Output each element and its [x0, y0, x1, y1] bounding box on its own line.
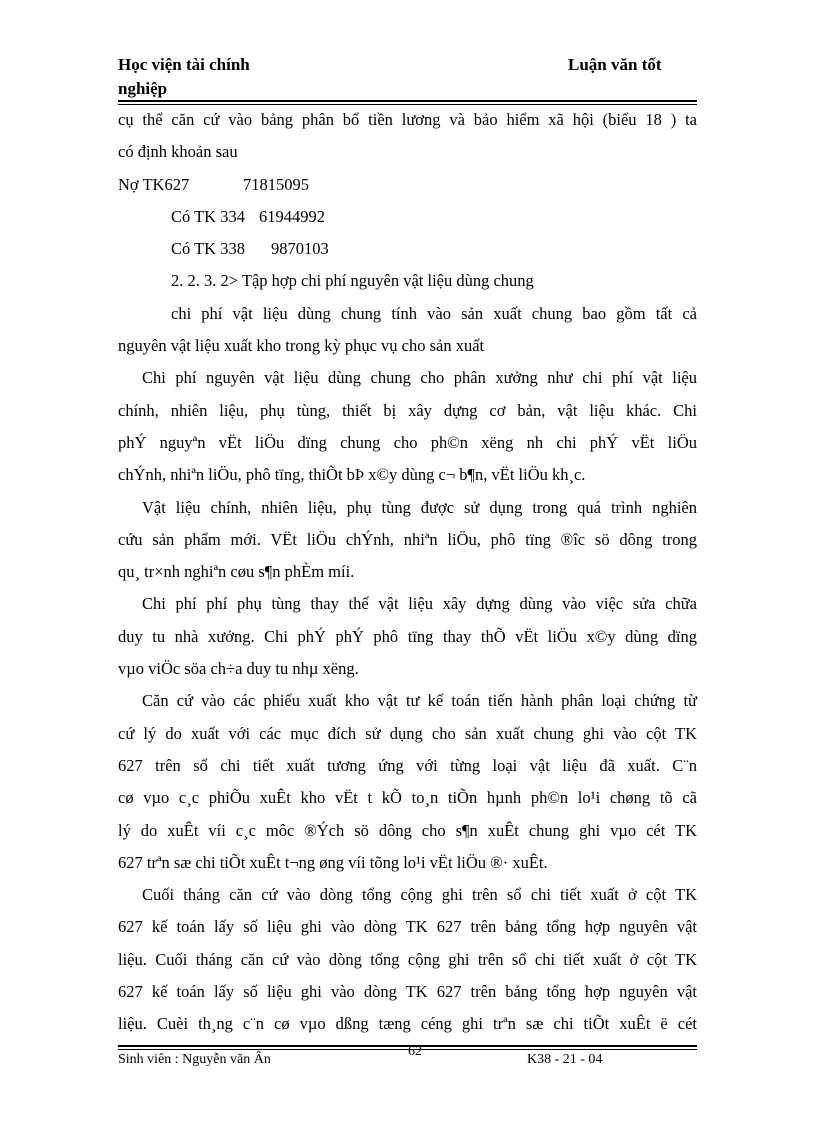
header-doc-type: Luận văn tốt — [568, 55, 662, 74]
text-line: liệu. Cuèi th¸ng c¨n cø vµo dßng tæng céng ghi trªn sæ chi tiÕt xuÊt ë cét — [118, 1014, 697, 1034]
journal-entry-credit — [118, 233, 697, 265]
text-line: 627 trªn sæ chi tiÕt xuÊt t¬ng øng víi tõng lo¹i vËt liÖu ®· xuÊt. — [118, 852, 548, 872]
header-institution: Học viện tài chính nghiệp — [118, 55, 250, 98]
text-line: duy tu nhà xưởng. Chi phÝ phÝ phô tïng thay thÕ vËt liÖu x©y dùng dïng — [118, 626, 697, 646]
text-line: lý do xuÊt víi c¸c môc ®Ých sö dông cho s¶n xuÊt chung ghi vµo cét TK — [118, 820, 697, 840]
text-line: chi phí vật liệu dùng chung tính vào sản xuất chung bao gồm tất cả — [171, 303, 697, 323]
text-line: Chi phí phí phụ tùng thay thế vật liệu xây dựng dùng vào việc sửa chữa — [142, 594, 697, 614]
text-line: Cuối tháng căn cứ vào dòng tổng cộng ghi trên sổ chi tiết xuất ở cột TK — [142, 885, 697, 905]
entry-label: Nợ TK627 — [118, 174, 190, 194]
text-line: nguyên vật liệu xuất kho trong kỳ phục vụ cho sản xuất — [118, 336, 485, 356]
entry-label: Có TK 334 — [171, 206, 245, 226]
text-line: chÝnh, nhiªn liÖu, phô tïng, thiÕt bÞ x©y dùng c¬ b¶n, vËt liÖu kh¸c. — [118, 465, 586, 485]
page-body — [118, 104, 697, 1041]
text-line: 627 kế toán lấy số liệu ghi vào dòng TK 627 trên bảng tổng hợp nguyên vật — [118, 917, 697, 937]
text-line: có định khoản sau — [118, 142, 238, 162]
header-rule — [118, 100, 697, 102]
text-line: 627 trên sổ chi tiết xuất tương ứng với từng loại vật liệu đã xuất. C¨n — [118, 755, 697, 775]
text-line: cø vµo c¸c phiÕu xuÊt kho vËt t kÕ to¸n tiÕn hµnh ph©n lo¹i chøng tõ cã — [118, 788, 697, 808]
entry-value: 71815095 — [243, 174, 309, 194]
page-number: 62 — [408, 1044, 422, 1059]
entry-value: 9870103 — [271, 239, 329, 259]
footer-class-code: K38 - 21 - 04 — [527, 1052, 603, 1067]
text-line: phÝ nguyªn vËt liÖu dïng chung cho ph©n xëng nh chi phÝ vËt liÖu — [118, 432, 697, 452]
entry-value: 61944992 — [259, 206, 325, 226]
entry-label: Có TK 338 — [171, 239, 245, 259]
text-line: Vật liệu chính, nhiên liệu, phụ tùng được sử dụng trong quá trình nghiên — [142, 497, 697, 517]
journal-entry-credit — [118, 201, 697, 233]
footer-student: Sinh viên : Nguyễn văn Ân — [118, 1052, 271, 1067]
journal-entry-debit — [118, 169, 697, 201]
text-line: Chi phí nguyên vật liệu dùng chung cho phân xưởng như chi phí vật liệu — [142, 368, 697, 388]
text-line: 627 kế toán lấy số liệu ghi vào dòng TK 627 trên bảng tổng hợp nguyên vật — [118, 982, 697, 1002]
text-line: vµo viÖc söa ch÷a duy tu nhµ xëng. — [118, 659, 359, 679]
section-heading: 2. 2. 3. 2> Tập hợp chi phí nguyên vật liệu dùng chung — [171, 271, 534, 291]
text-line: Căn cứ vào các phiếu xuất kho vật tư kế toán tiến hành phân loại chứng từ — [142, 691, 697, 711]
text-line: chính, nhiên liệu, phụ tùng, thiết bị xây dựng cơ bản, vật liệu khác. Chi — [118, 400, 697, 420]
text-line: liệu. Cuối tháng căn cứ vào dòng tổng cộng ghi trên sổ chi tiết xuất ở cột TK — [118, 949, 697, 969]
text-line: cứ lý do xuất với các mục đích sử dụng cho sản xuất chung ghi vào cột TK — [118, 723, 697, 743]
text-line: qu¸ tr×nh nghiªn cøu s¶n phÈm míi. — [118, 562, 355, 582]
text-line: cụ thể căn cứ vào bảng phân bổ tiền lương và bảo hiểm xã hội (biểu 18 ) ta — [118, 110, 697, 129]
text-line: cứu sản phẩm mới. VËt liÖu chÝnh, nhiªn liÖu, phô tïng ®îc sö dông trong — [118, 529, 697, 549]
